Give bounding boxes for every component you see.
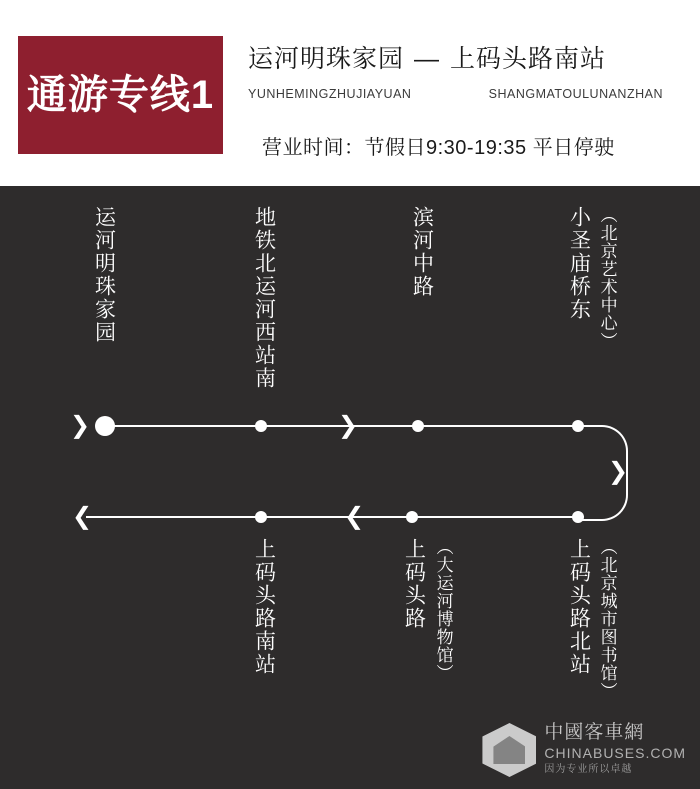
station-note-inbound-3: （北京城市图书馆）: [597, 538, 617, 700]
watermark-texts: [544, 723, 686, 776]
station-note-inbound-2: （大运河博物馆）: [433, 538, 453, 682]
inbound-direction-arrow-2: ❮: [344, 502, 365, 530]
route-badge-label: 通游专线1: [26, 73, 215, 117]
watermark: [482, 723, 686, 777]
watermark-name-en: CHINABUSES.COM: [544, 745, 686, 762]
chinabuses-logo-icon: [482, 723, 536, 777]
station-label-inbound-3: 上码头路北站: [567, 538, 591, 676]
outbound-direction-arrow-1: ❯: [70, 411, 91, 439]
watermark-name-cn: 中國客車網: [544, 722, 645, 744]
watermark-slogan: 因为专业所以卓越: [544, 763, 633, 775]
stop-outbound-3[interactable]: [412, 420, 424, 432]
service-hours: 营业时间：节假日9:30-19:35 平日停驶: [262, 137, 615, 159]
route-badge: [18, 36, 223, 154]
station-note-outbound-4: （北京艺术中心）: [597, 206, 617, 350]
loop-direction-arrow: ❯: [608, 457, 629, 485]
station-label-inbound-2: 上码头路: [402, 538, 426, 630]
header: [0, 0, 700, 186]
destination-name-cn: 上码头路南站: [450, 45, 607, 73]
station-label-outbound-3: 滨河中路: [410, 206, 434, 298]
station-label-outbound-2: 地铁北运河西站南: [252, 206, 276, 390]
station-label-outbound-1: 运河明珠家园: [92, 206, 116, 344]
inbound-direction-arrow-1: ❮: [72, 502, 93, 530]
station-label-inbound-1: 上码头路南站: [252, 538, 276, 676]
stop-inbound-1[interactable]: [572, 511, 584, 523]
stop-inbound-3[interactable]: [406, 511, 418, 523]
origin-name-cn: 运河明珠家园: [248, 45, 405, 73]
inbound-line: [86, 516, 582, 518]
terminal-names: [248, 46, 688, 101]
stop-inbound-2[interactable]: [255, 511, 267, 523]
stop-outbound-2[interactable]: [255, 420, 267, 432]
origin-name-pinyin: YUNHEMINGZHUJIAYUAN: [248, 86, 412, 101]
terminal-names-pinyin: [248, 87, 663, 101]
station-label-outbound-4: 小圣庙桥东: [567, 206, 591, 321]
stop-outbound-1[interactable]: [95, 416, 115, 436]
route-diagram: [0, 186, 700, 789]
outbound-direction-arrow-2: ❯: [338, 411, 359, 439]
destination-name-pinyin: SHANGMATOULUNANZHAN: [488, 86, 663, 101]
terminal-names-cn: [248, 46, 688, 74]
terminal-dash: —: [414, 45, 441, 73]
